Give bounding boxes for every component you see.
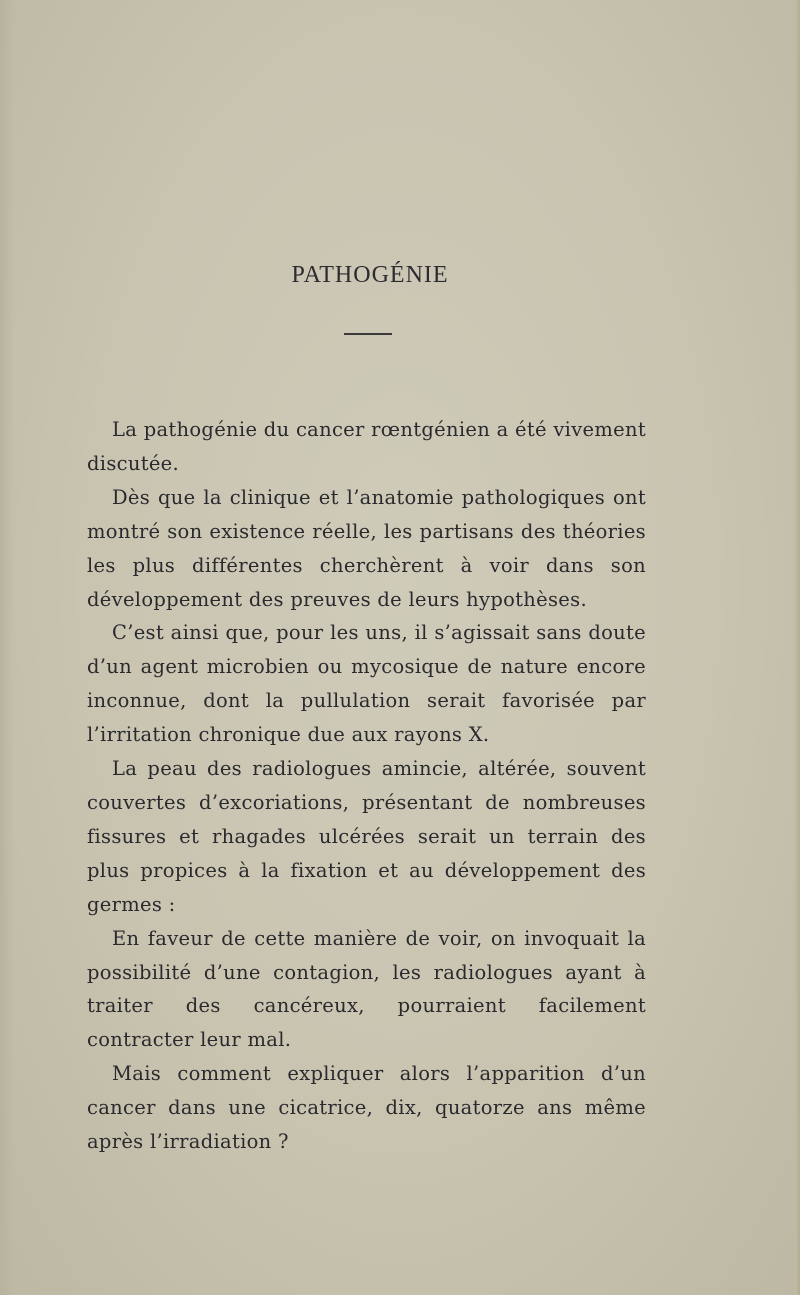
chapter-title: PATHOGÉNIE [291, 262, 449, 288]
paragraph-2: Dès que la clinique et l’anatomie pathologiques ont montré son existence réelle, les partisans des théories les plus différentes cherchèrent à voir dans son développement des preuves de leurs hypothèses. [87, 485, 646, 611]
paragraph-5: En faveur de cette manière de voir, on invoquait la possibilité d’une contagion, les radiologues ayant à traiter des cancéreux, pourraient facilement contracter leur mal. [87, 926, 646, 1052]
paragraph-3: C’est ainsi que, pour les uns, il s’agissait sans doute d’un agent microbien ou mycosique de nature encore inconnue, dont la pullulation serait favorisée par l’irritation chronique due aux rayons X. [87, 621, 646, 747]
page-shadow-left [0, 0, 14, 1295]
paragraph-4: La peau des radiologues amincie, altérée, souvent couvertes d’excoriations, présentant de nombreuses fissures et rhagades ulcérées serait un terrain des plus propices à la fixation et au développement des germes : [87, 757, 646, 916]
chapter-body [87, 413, 646, 1159]
paragraph-1: La pathogénie du cancer rœntgénien a été vivement discutée. [87, 418, 646, 475]
paragraph-6: Mais comment expliquer alors l’apparition d’un cancer dans une cicatrice, dix, quatorze ans même après l’irradiation ? [87, 1062, 646, 1154]
page-edge-right [794, 0, 800, 1295]
title-divider [344, 333, 392, 335]
